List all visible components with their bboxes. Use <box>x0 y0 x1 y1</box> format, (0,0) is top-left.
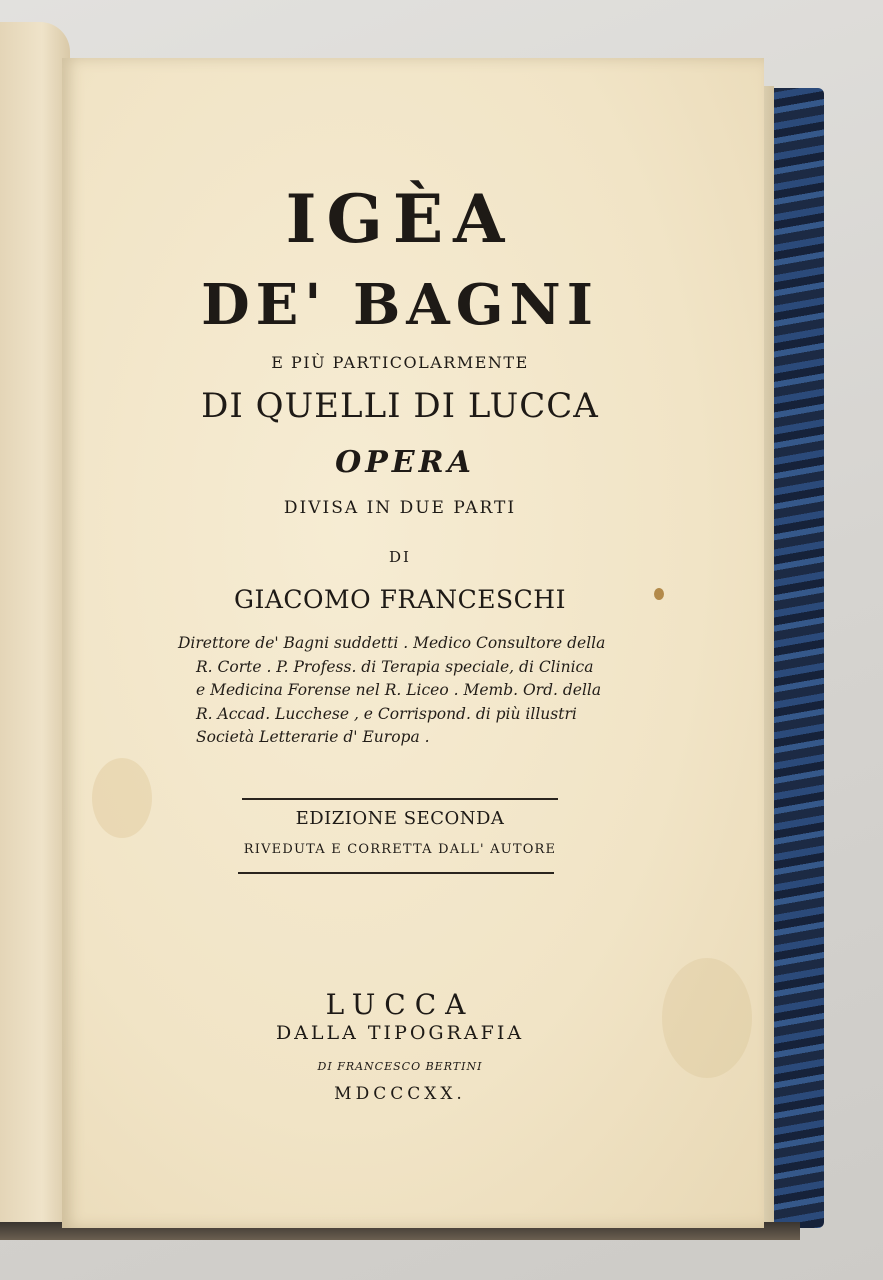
edition-note: RIVEDUTA E CORRETTA DALL' AUTORE <box>243 842 557 857</box>
bottom-rule <box>238 872 554 874</box>
foxing-stain <box>662 958 752 1078</box>
opera-label: OPERA <box>335 445 475 480</box>
imprint-year: MDCCCXX. <box>334 1084 466 1104</box>
credentials-line: R. Accad. Lucchese , e Corrispond. di più illustri <box>196 704 577 723</box>
foxing-stain <box>92 758 152 838</box>
author-name: GIACOMO FRANCESCHI <box>234 585 566 614</box>
edition: EDIZIONE SECONDA <box>295 808 505 829</box>
title-line-1: IGÈA <box>285 180 515 258</box>
credentials-line: Direttore de' Bagni suddetti . Medico Consultore della <box>178 634 606 652</box>
printer-line-1: DALLA TIPOGRAFIA <box>275 1022 525 1044</box>
credentials-line: Società Letterarie d' Europa . <box>196 728 430 746</box>
by-label: DI <box>389 548 411 566</box>
credentials-line: e Medicina Forense nel R. Liceo . Memb. Ord. della <box>196 681 602 699</box>
credentials-line: R. Corte . P. Profess. di Terapia speciale, di Clinica <box>196 657 594 676</box>
printer-line-2: DI FRANCESCO BERTINI <box>317 1060 483 1073</box>
top-rule <box>242 798 558 800</box>
title-line-2: DE' BAGNI <box>201 272 599 338</box>
foxing-stain <box>654 588 664 600</box>
imprint-city: LUCCA <box>325 988 475 1021</box>
division-note: DIVISA IN DUE PARTI <box>283 498 517 518</box>
author-credentials <box>178 632 628 750</box>
subtitle-line-2: DI QUELLI DI LUCCA <box>201 386 599 426</box>
subtitle-line-1: E PIÙ PARTICOLARMENTE <box>271 353 529 372</box>
facing-page-edge <box>0 22 70 1237</box>
